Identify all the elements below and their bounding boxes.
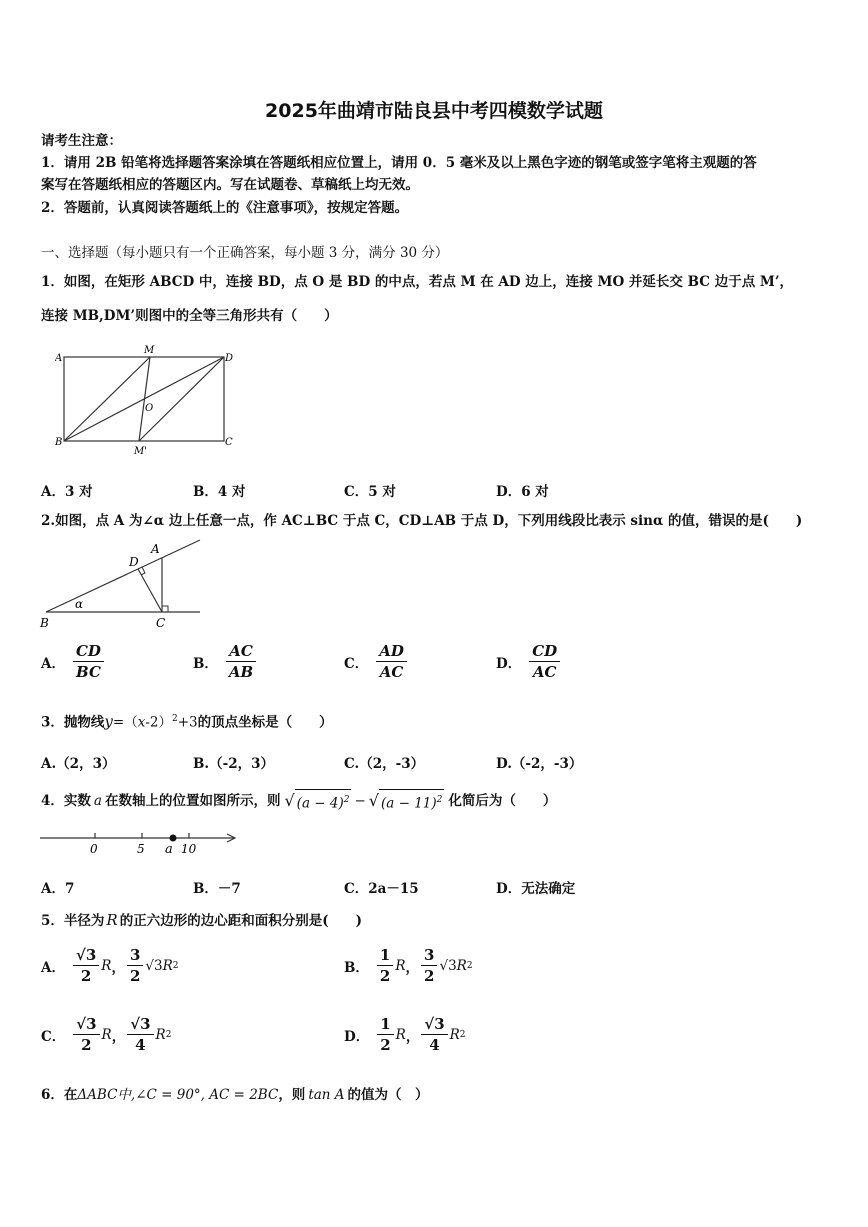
q3-option-a: A.（2，3） (41, 756, 116, 772)
q1-label-o: O (145, 403, 154, 414)
q3-text: 3．抛物线$y=(x-2)^2+3$的顶点坐标是（ ） (41, 712, 333, 731)
q5-option-d: D． $\frac{1}{2}$ R ， $\frac{√3}{4}$ R 2 (344, 1015, 466, 1054)
q3-option-d: D.（-2，-3） (496, 756, 583, 772)
q4-text: 4．实数 a 在数轴上的位置如图所示，则 √ $(a - 4)^2$ − √ $(a - 11)^2$ 化简后为（ ） (41, 789, 556, 814)
q5-option-b: B． $\frac{1}{2}$ R ， $\frac{3}{2}$ √3 R 2 (344, 946, 473, 985)
q4-tick-a: a (165, 842, 173, 857)
q2-label-a: A (151, 542, 160, 556)
q2-label-b: B (40, 616, 49, 630)
q1-label-c: C (225, 437, 233, 448)
q4-tick-10: 10 (181, 842, 197, 856)
q1-option-c: C．5 对 (344, 484, 396, 500)
q2-option-b: B． $\frac{AC}{AB}$ (193, 642, 258, 681)
page-title: 2025年曲靖市陆良县中考四模数学试题 (265, 100, 603, 122)
q2-label-c: C (156, 616, 166, 630)
q4-option-a: A．7 (41, 881, 75, 897)
q1-option-a: A．3 对 (41, 484, 93, 500)
q4-option-b: B．－7 (193, 881, 241, 897)
q5-option-c: C． $\frac{√3}{2}$ R ， $\frac{√3}{4}$ R 2 (41, 1015, 172, 1054)
notice-heading: 请考生注意： (41, 133, 122, 149)
q6-text: 6．在ΔABC中,∠C = 90°, AC = 2BC，则 tan A 的值为（ ） (41, 1087, 429, 1103)
q2-option-d: D． $\frac{CD}{AC}$ (496, 642, 562, 681)
q1-label-m: M (144, 345, 155, 356)
q2-option-a: A． $\frac{CD}{BC}$ (41, 642, 106, 681)
q5-text: 5．半径为 R 的正六边形的边心距和面积分别是( ) (41, 911, 362, 929)
section-heading: 一、选择题（每小题只有一个正确答案，每小题 3 分，满分 30 分） (41, 245, 449, 261)
q2-label-d: D (129, 555, 139, 569)
q4-option-d: D．无法确定 (496, 881, 576, 897)
q4-option-c: C．2a－15 (344, 881, 419, 897)
notice-line1b: 案写在答题纸相应的答题区内。写在试题卷、草稿纸上均无效。 (41, 177, 419, 193)
q2-angle-figure (38, 538, 208, 633)
q3-option-c: C.（2，-3） (344, 756, 425, 772)
q4-tick-0: 0 (90, 842, 98, 856)
q4-tick-5: 5 (137, 842, 145, 856)
q1-option-d: D．6 对 (496, 484, 549, 500)
q1-label-d: D (225, 353, 234, 364)
q1-label-b: B (55, 437, 63, 448)
q5-option-a: A． $\frac{√3}{2}$ R ， $\frac{3}{2}$ √3 R 2 (41, 946, 179, 985)
q1-line2: 连接 MB,DM’则图中的全等三角形共有（ ） (41, 308, 338, 324)
notice-line1a: 1．请用 2B 铅笔将选择题答案涂填在答题纸相应位置上，请用 0．5 毫米及以上黑色字迹的钢笔或签字笔将主观题的答 (41, 155, 757, 171)
q1-option-b: B．4 对 (193, 484, 246, 500)
q1-label-a: A (55, 353, 63, 364)
q1-rectangle-figure (55, 342, 240, 457)
q4-number-line (38, 826, 243, 860)
q2-option-c: C． $\frac{AD}{AC}$ (344, 642, 409, 681)
q1-line1: 1．如图，在矩形 ABCD 中，连接 BD，点 O 是 BD 的中点，若点 M 在 AD 边上，连接 MO 并延长交 BC 边于点 M’， (41, 274, 794, 290)
notice-line2: 2．答题前，认真阅读答题纸上的《注意事项》，按规定答题。 (41, 200, 409, 216)
q2-text: 2.如图，点 A 为∠α 边上任意一点，作 AC⊥BC 于点 C，CD⊥AB 于点 D，下列用线段比表示 sinα 的值，错误的是( ) (41, 513, 803, 529)
q1-label-mprime: M' (134, 446, 147, 457)
q2-label-alpha: α (75, 597, 84, 611)
q3-option-b: B.（-2，3） (193, 756, 274, 772)
